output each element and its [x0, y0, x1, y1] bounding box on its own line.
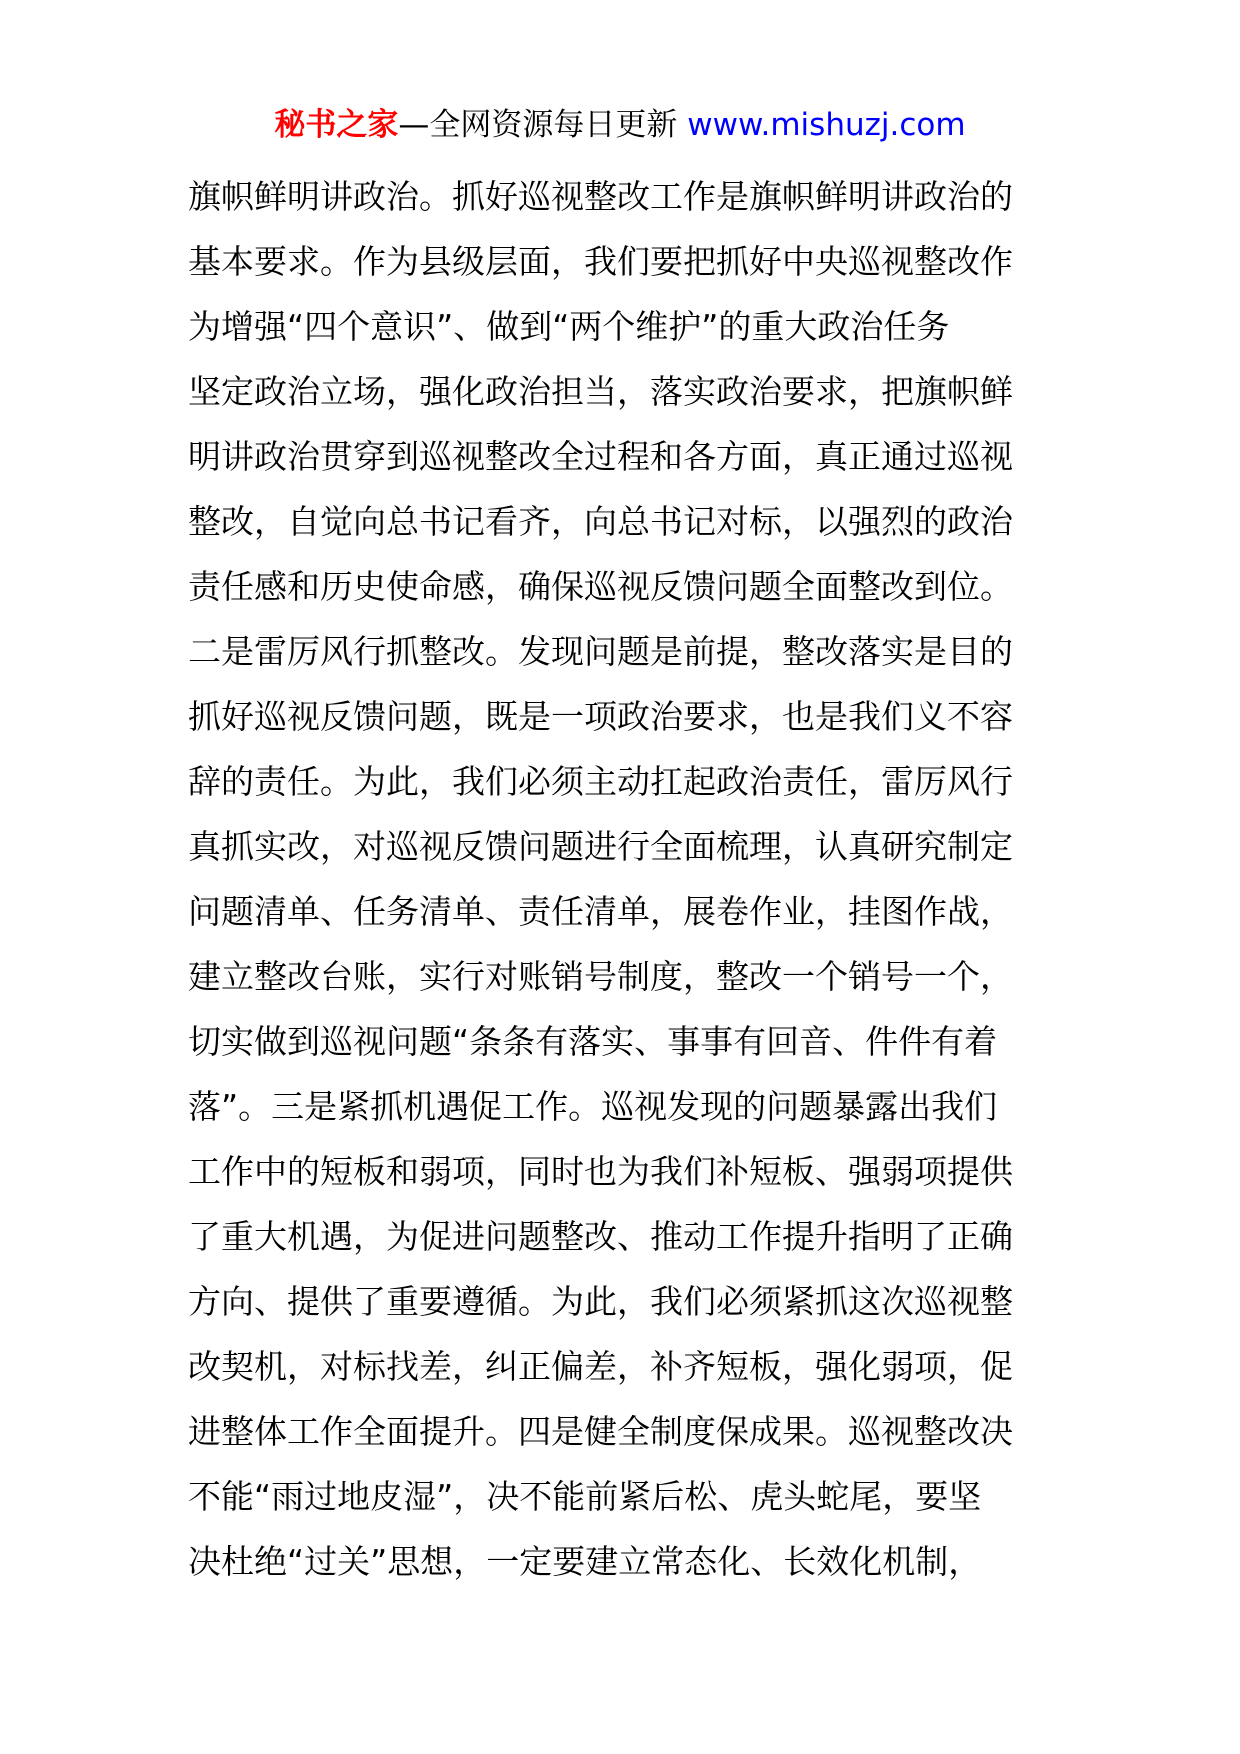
document-body	[188, 164, 1068, 1594]
text-line: 了重大机遇，为促进问题整改、推动工作提升指明了正确	[188, 1217, 1013, 1256]
text-line: 进整体工作全面提升。四是健全制度保成果。巡视整改决	[188, 1412, 1013, 1451]
text-line: 抓好巡视反馈问题，既是一项政治要求，也是我们义不容	[188, 697, 1013, 736]
text-line: 真抓实改，对巡视反馈问题进行全面梳理，认真研究制定	[188, 827, 1013, 866]
text-line: 决杜绝“过关”思想，一定要建立常态化、长效化机制，	[188, 1542, 982, 1581]
brand-name: 秘书之家	[274, 107, 399, 143]
text-line: 建立整改台账，实行对账销号制度，整改一个销号一个，	[188, 957, 1013, 996]
watermark-header	[0, 100, 1240, 150]
text-line: 落”。三是紧抓机遇促工作。巡视发现的问题暴露出我们	[188, 1087, 998, 1126]
header-slogan: —全网资源每日更新	[398, 107, 678, 143]
text-line: 二是雷厉风行抓整改。发现问题是前提，整改落实是目的	[188, 632, 1013, 671]
text-line: 改契机，对标找差，纠正偏差，补齐短板，强化弱项，促	[188, 1347, 1013, 1386]
text-line: 为增强“四个意识”、做到“两个维护”的重大政治任务	[188, 307, 950, 346]
text-line: 工作中的短板和弱项，同时也为我们补短板、强弱项提供	[188, 1152, 1013, 1191]
website-link[interactable]: www.mishuzj.com	[687, 107, 966, 143]
text-line: 切实做到巡视问题“条条有落实、事事有回音、件件有着	[188, 1022, 998, 1061]
text-line: 旗帜鲜明讲政治。抓好巡视整改工作是旗帜鲜明讲政治的	[188, 177, 1013, 216]
text-line: 不能“雨过地皮湿”，决不能前紧后松、虎头蛇尾，要坚	[188, 1477, 982, 1516]
text-line: 基本要求。作为县级层面，我们要把抓好中央巡视整改作	[188, 242, 1013, 281]
text-line: 问题清单、任务清单、责任清单，展卷作业，挂图作战，	[188, 892, 1013, 931]
text-line: 方向、提供了重要遵循。为此，我们必须紧抓这次巡视整	[188, 1282, 1013, 1321]
text-line: 坚定政治立场，强化政治担当，落实政治要求，把旗帜鲜	[188, 372, 1013, 411]
text-line: 辞的责任。为此，我们必须主动扛起政治责任，雷厉风行	[188, 762, 1013, 801]
text-line: 责任感和历史使命感，确保巡视反馈问题全面整改到位。	[188, 567, 1013, 606]
text-line: 整改，自觉向总书记看齐，向总书记对标，以强烈的政治	[188, 502, 1013, 541]
text-line: 明讲政治贯穿到巡视整改全过程和各方面，真正通过巡视	[188, 437, 1013, 476]
